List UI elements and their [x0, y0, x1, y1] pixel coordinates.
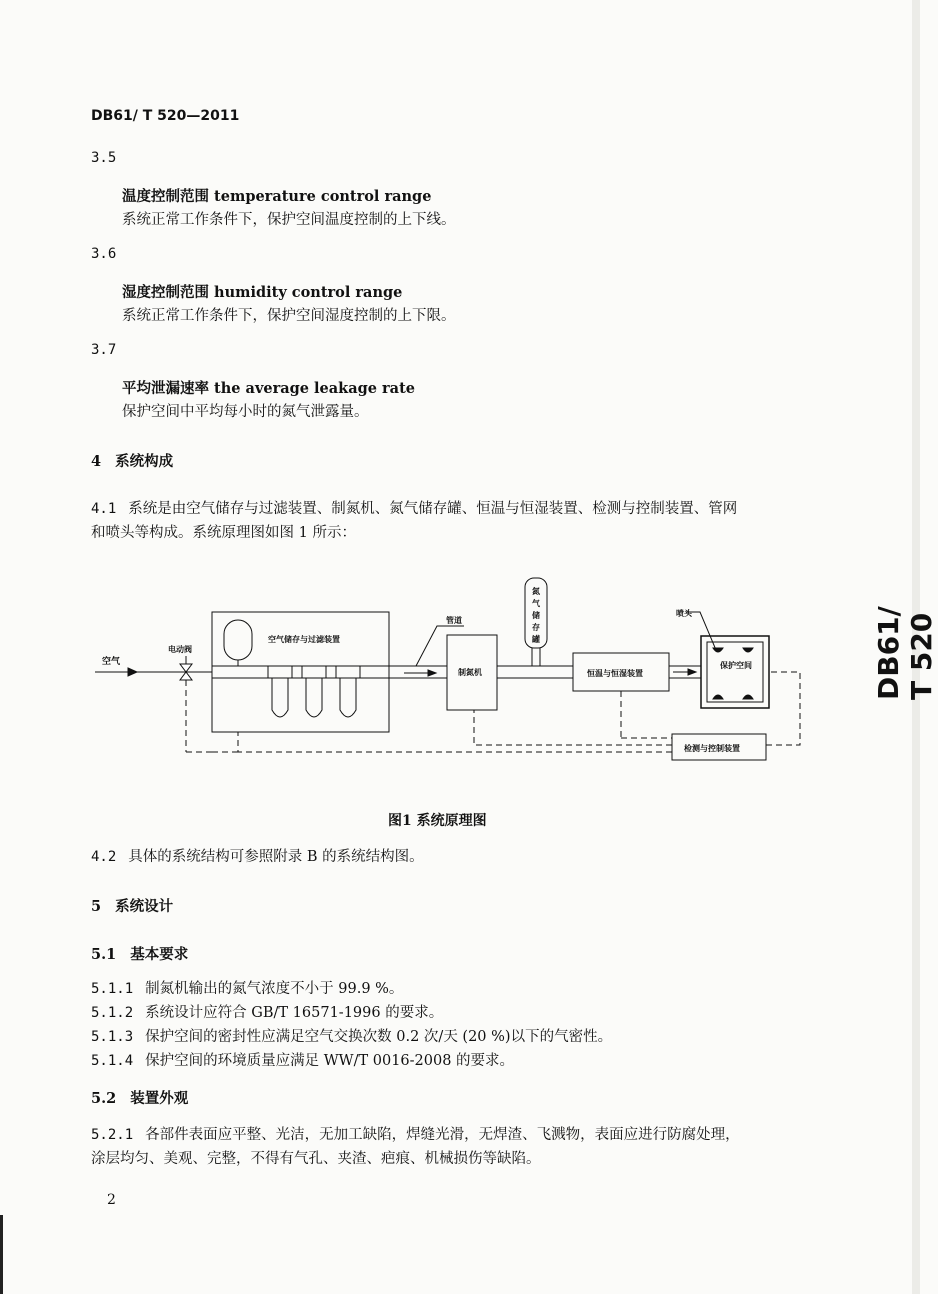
scan-edge-mark: [0, 1215, 3, 1294]
term-definition: 系统正常工作条件下，保护空间温度控制的上下线。: [122, 212, 456, 228]
side-document-code: DB61/ T 520: [872, 606, 938, 700]
section-number: 4: [91, 453, 102, 470]
clause-number: 5.1.3: [91, 1029, 134, 1045]
section-heading: [91, 895, 173, 916]
label-nozzle: 喷头: [676, 609, 692, 618]
label-nitrogen-tank-char: 气: [532, 599, 540, 608]
term-definition: 系统正常工作条件下，保护空间湿度控制的上下限。: [122, 308, 456, 324]
paragraph-text: 系统是由空气储存与过滤装置、制氮机、氮气储存罐、恒温与恒湿装置、检测与控制装置、管网: [128, 501, 738, 517]
nozzle-icon: [743, 695, 753, 699]
document-code-header: DB61/ T 520—2011: [91, 108, 240, 124]
flow-arrow-icon: [128, 668, 137, 676]
section-number: 3.5: [91, 150, 117, 166]
label-nitrogen-tank-char: 存: [532, 623, 540, 632]
paragraph-line: 和喷头等构成。系统原理图如图 1 所示：: [91, 525, 356, 541]
section-title: 基本要求: [130, 946, 189, 963]
label-nitrogen-tank-char: 储: [532, 611, 540, 620]
term-definition: 保护空间中平均每小时的氮气泄露量。: [122, 404, 369, 420]
filter-shape: [306, 678, 322, 717]
label-nitrogen-generator: 制氮机: [458, 668, 482, 677]
protected-space-box: [701, 636, 769, 708]
nozzle-icon: [713, 695, 723, 699]
section-title: 系统设计: [115, 898, 174, 915]
section-number: 5.1: [91, 946, 117, 963]
clause-number: 5.1.4: [91, 1053, 134, 1069]
section-number: 4.1: [91, 501, 117, 517]
label-detect-control: 检测与控制装置: [684, 744, 740, 753]
term-title: 湿度控制范围 humidity control range: [122, 284, 403, 301]
clause-line: [91, 1025, 612, 1046]
label-air: 空气: [102, 657, 121, 667]
pipe-leader-line: [416, 626, 464, 666]
section-title: 系统构成: [115, 453, 174, 470]
clause-line: [91, 1001, 443, 1022]
clause-text: 保护空间的环境质量应满足 WW/T 0016-2008 的要求。: [145, 1053, 515, 1069]
section-heading: [91, 1087, 188, 1108]
nozzle-icon: [743, 648, 753, 652]
clause-number: 5.2.1: [91, 1127, 134, 1143]
clause-number: 5.1.2: [91, 1005, 134, 1021]
label-pipe: 管道: [446, 616, 462, 625]
section-heading: [91, 943, 188, 964]
section-number: 4.2: [91, 849, 117, 865]
clause-text: 保护空间的密封性应满足空气交换次数 0.2 次/天 (20 %)以下的气密性。: [145, 1029, 613, 1045]
section-number: 5: [91, 898, 102, 915]
filter-shape: [272, 678, 288, 717]
term-title: 平均泄漏速率 the average leakage rate: [122, 380, 415, 397]
term-title: 温度控制范围 temperature control range: [122, 188, 432, 205]
label-thermo-humid: 恒温与恒湿装置: [587, 669, 643, 678]
paragraph-line: [91, 1123, 740, 1144]
label-storage-filter: 空气储存与过滤装置: [268, 635, 340, 644]
clause-number: 5.1.1: [91, 981, 134, 997]
section-number: 3.7: [91, 342, 117, 358]
figure-caption: 图1 系统原理图: [388, 813, 487, 829]
filter-shape: [340, 678, 356, 717]
storage-filter-box: [212, 612, 389, 732]
paragraph-text: 具体的系统结构可参照附录 B 的系统结构图。: [128, 849, 424, 865]
section-number: 5.2: [91, 1090, 117, 1107]
storage-tank-shape: [224, 620, 252, 660]
label-nitrogen-tank-char: 罐: [532, 635, 540, 644]
clause-line: [91, 977, 403, 998]
page-number: 2: [107, 1192, 116, 1208]
section-title: 装置外观: [130, 1090, 189, 1107]
label-protected-space: 保护空间: [720, 661, 752, 670]
clause-line: [91, 1049, 514, 1070]
valve-icon: [180, 664, 192, 672]
paragraph-line: [91, 845, 424, 866]
label-valve: 电动阀: [168, 645, 192, 654]
clause-text: 系统设计应符合 GB/T 16571-1996 的要求。: [145, 1005, 444, 1021]
section-number: 3.6: [91, 246, 117, 262]
clause-text: 制氮机输出的氮气浓度不小于 99.9 %。: [145, 981, 404, 997]
paragraph-line: 涂层均匀、美观、完整，不得有气孔、夹渣、疤痕、机械损伤等缺陷。: [91, 1151, 541, 1167]
paragraph-text: 各部件表面应平整、光洁，无加工缺陷，焊缝光滑，无焊渣、飞溅物，表面应进行防腐处理，: [145, 1127, 740, 1143]
label-nitrogen-tank-char: 氮: [532, 587, 540, 596]
nozzle-icon: [713, 648, 723, 652]
